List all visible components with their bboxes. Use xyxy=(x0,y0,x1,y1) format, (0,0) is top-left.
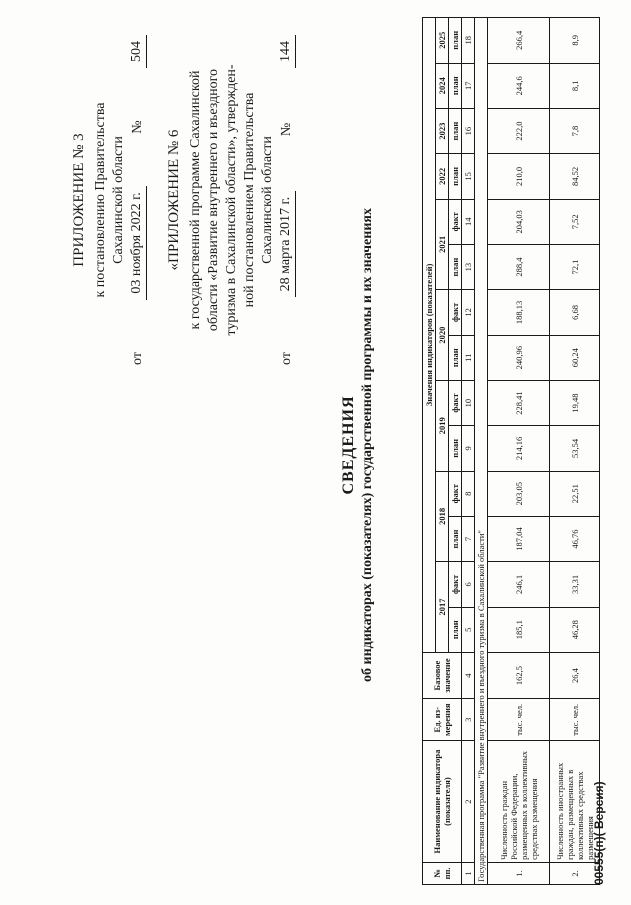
row-value: 185,1 xyxy=(488,607,550,652)
row-value: 214,16 xyxy=(488,426,550,471)
appendix-original-line: области «Развитие внутреннего и въездного xyxy=(206,68,221,332)
header-plan: план xyxy=(449,516,462,561)
from-label: от xyxy=(130,352,145,365)
appendix-original-line: Сахалинской области xyxy=(260,136,275,264)
header-plan: план xyxy=(449,63,462,108)
header-plan: план xyxy=(449,18,462,64)
row-value: 210,0 xyxy=(488,154,550,199)
row-value: 53,54 xyxy=(550,426,600,471)
col-number: 8 xyxy=(462,471,475,516)
appendix-original-line: туризма в Сахалинской области», утвержден- xyxy=(224,64,239,336)
appendix-original-line: к государственной программе Сахалинской xyxy=(188,70,203,330)
row-value: 46,28 xyxy=(550,607,600,652)
indicators-table-wrap xyxy=(422,17,600,885)
column-numbers-row xyxy=(462,18,475,885)
row-value: 22,51 xyxy=(550,471,600,516)
header-year: 2019 xyxy=(436,380,449,471)
appendix-original-title: «ПРИЛОЖЕНИЕ № 6 xyxy=(166,129,182,271)
row-value: 46,76 xyxy=(550,516,600,561)
appendix-original-line: ной постановлением Правительства xyxy=(242,92,257,308)
col-number: 17 xyxy=(462,63,475,108)
col-number: 10 xyxy=(462,380,475,425)
header-fact: факт xyxy=(449,199,462,244)
row-value: 244,6 xyxy=(488,63,550,108)
number-sign: № xyxy=(130,120,145,134)
col-number: 6 xyxy=(462,562,475,607)
appendix-original-dateline xyxy=(277,35,296,365)
row-name: Численность граждан Российской Федерации, размещенных в коллективных средствах размещения xyxy=(488,741,550,863)
header-year: 2022 xyxy=(436,154,449,199)
col-number: 15 xyxy=(462,154,475,199)
number-sign: № xyxy=(279,122,294,137)
header-year: 2024 xyxy=(436,63,449,108)
header-plan: план xyxy=(449,108,462,153)
header-values-group: Значения индикаторов (показателей) xyxy=(423,18,436,653)
col-number: 3 xyxy=(462,699,475,741)
header-plan: план xyxy=(449,335,462,380)
row-value: 19,48 xyxy=(550,380,600,425)
header-unit: Ед. из-мерения xyxy=(423,699,462,741)
row-value: 6,68 xyxy=(550,290,600,335)
col-number: 13 xyxy=(462,244,475,289)
appendix-current-dateline xyxy=(128,35,147,365)
col-number: 14 xyxy=(462,199,475,244)
appendix-original-number: 144 xyxy=(277,35,296,68)
header-num: № пп. xyxy=(423,862,462,884)
row-value: 288,4 xyxy=(488,244,550,289)
col-number: 9 xyxy=(462,426,475,471)
appendix-current-line2: Сахалинской области xyxy=(111,136,126,264)
row-value: 7,8 xyxy=(550,108,600,153)
header-year: 2020 xyxy=(436,290,449,381)
col-number: 5 xyxy=(462,607,475,652)
title-heading: СВЕДЕНИЯ xyxy=(340,395,357,495)
row-value: 246,1 xyxy=(488,562,550,607)
row-value: 84,52 xyxy=(550,154,600,199)
header-year: 2023 xyxy=(436,108,449,153)
table-row xyxy=(550,18,600,885)
table-row xyxy=(488,18,550,885)
col-number: 16 xyxy=(462,108,475,153)
col-number: 1 xyxy=(462,862,475,884)
row-value: 266,4 xyxy=(488,18,550,64)
header-plan: план xyxy=(449,154,462,199)
header-year: 2017 xyxy=(436,562,449,653)
row-unit: тыс. чел. xyxy=(550,699,600,741)
indicators-table xyxy=(422,17,600,885)
row-value: 204,03 xyxy=(488,199,550,244)
col-number: 2 xyxy=(462,741,475,863)
row-value: 187,04 xyxy=(488,516,550,561)
row-value: 7,52 xyxy=(550,199,600,244)
row-value: 8,9 xyxy=(550,18,600,64)
header-fact: факт xyxy=(449,380,462,425)
document-title xyxy=(340,65,376,825)
row-value: 240,96 xyxy=(488,335,550,380)
appendix-current-title: ПРИЛОЖЕНИЕ № 3 xyxy=(71,133,87,267)
row-value: 203,05 xyxy=(488,471,550,516)
col-number: 12 xyxy=(462,290,475,335)
row-value: 228,41 xyxy=(488,380,550,425)
header-year: 2021 xyxy=(436,199,449,290)
col-number: 4 xyxy=(462,652,475,698)
row-value: 33,31 xyxy=(550,562,600,607)
row-num: 2. xyxy=(550,862,600,884)
document-footer-code: 00555(п)( Версия) xyxy=(592,781,606,885)
row-value: 72,1 xyxy=(550,244,600,289)
col-number: 11 xyxy=(462,335,475,380)
header-year: 2025 xyxy=(436,18,449,64)
from-label: от xyxy=(279,352,294,365)
appendix-header xyxy=(70,35,296,365)
header-plan: план xyxy=(449,244,462,289)
appendix-current-line1: к постановлению Правительства xyxy=(93,102,108,298)
appendix-current-number: 504 xyxy=(128,35,147,68)
header-base: Базовое значение xyxy=(423,652,462,698)
header-plan: план xyxy=(449,426,462,471)
row-value: 8,1 xyxy=(550,63,600,108)
row-base: 26,4 xyxy=(550,652,600,698)
header-fact: факт xyxy=(449,562,462,607)
title-subtitle: об индикаторах (показателях) государственной программы и их значениях xyxy=(360,208,375,682)
program-title: Государственная программа "Развитие внутреннего и въездного туризма в Сахалинской области" xyxy=(475,18,488,885)
header-fact: факт xyxy=(449,471,462,516)
program-row xyxy=(475,18,488,885)
col-number: 18 xyxy=(462,18,475,64)
appendix-original-date: 28 марта 2017 г. xyxy=(277,191,296,297)
row-value: 222,0 xyxy=(488,108,550,153)
row-num: 1. xyxy=(488,862,550,884)
row-base: 162,5 xyxy=(488,652,550,698)
row-value: 60,24 xyxy=(550,335,600,380)
row-unit: тыс. чел. xyxy=(488,699,550,741)
appendix-current-date: 03 ноября 2022 г. xyxy=(128,186,147,299)
row-name: Численность иностранных граждан, размещенных в коллективных средствах размещения xyxy=(550,741,600,863)
header-plan: план xyxy=(449,607,462,652)
col-number: 7 xyxy=(462,516,475,561)
row-value: 188,13 xyxy=(488,290,550,335)
header-year: 2018 xyxy=(436,471,449,562)
header-name: Наименование индикатора (показателя) xyxy=(423,741,462,863)
header-fact: факт xyxy=(449,290,462,335)
